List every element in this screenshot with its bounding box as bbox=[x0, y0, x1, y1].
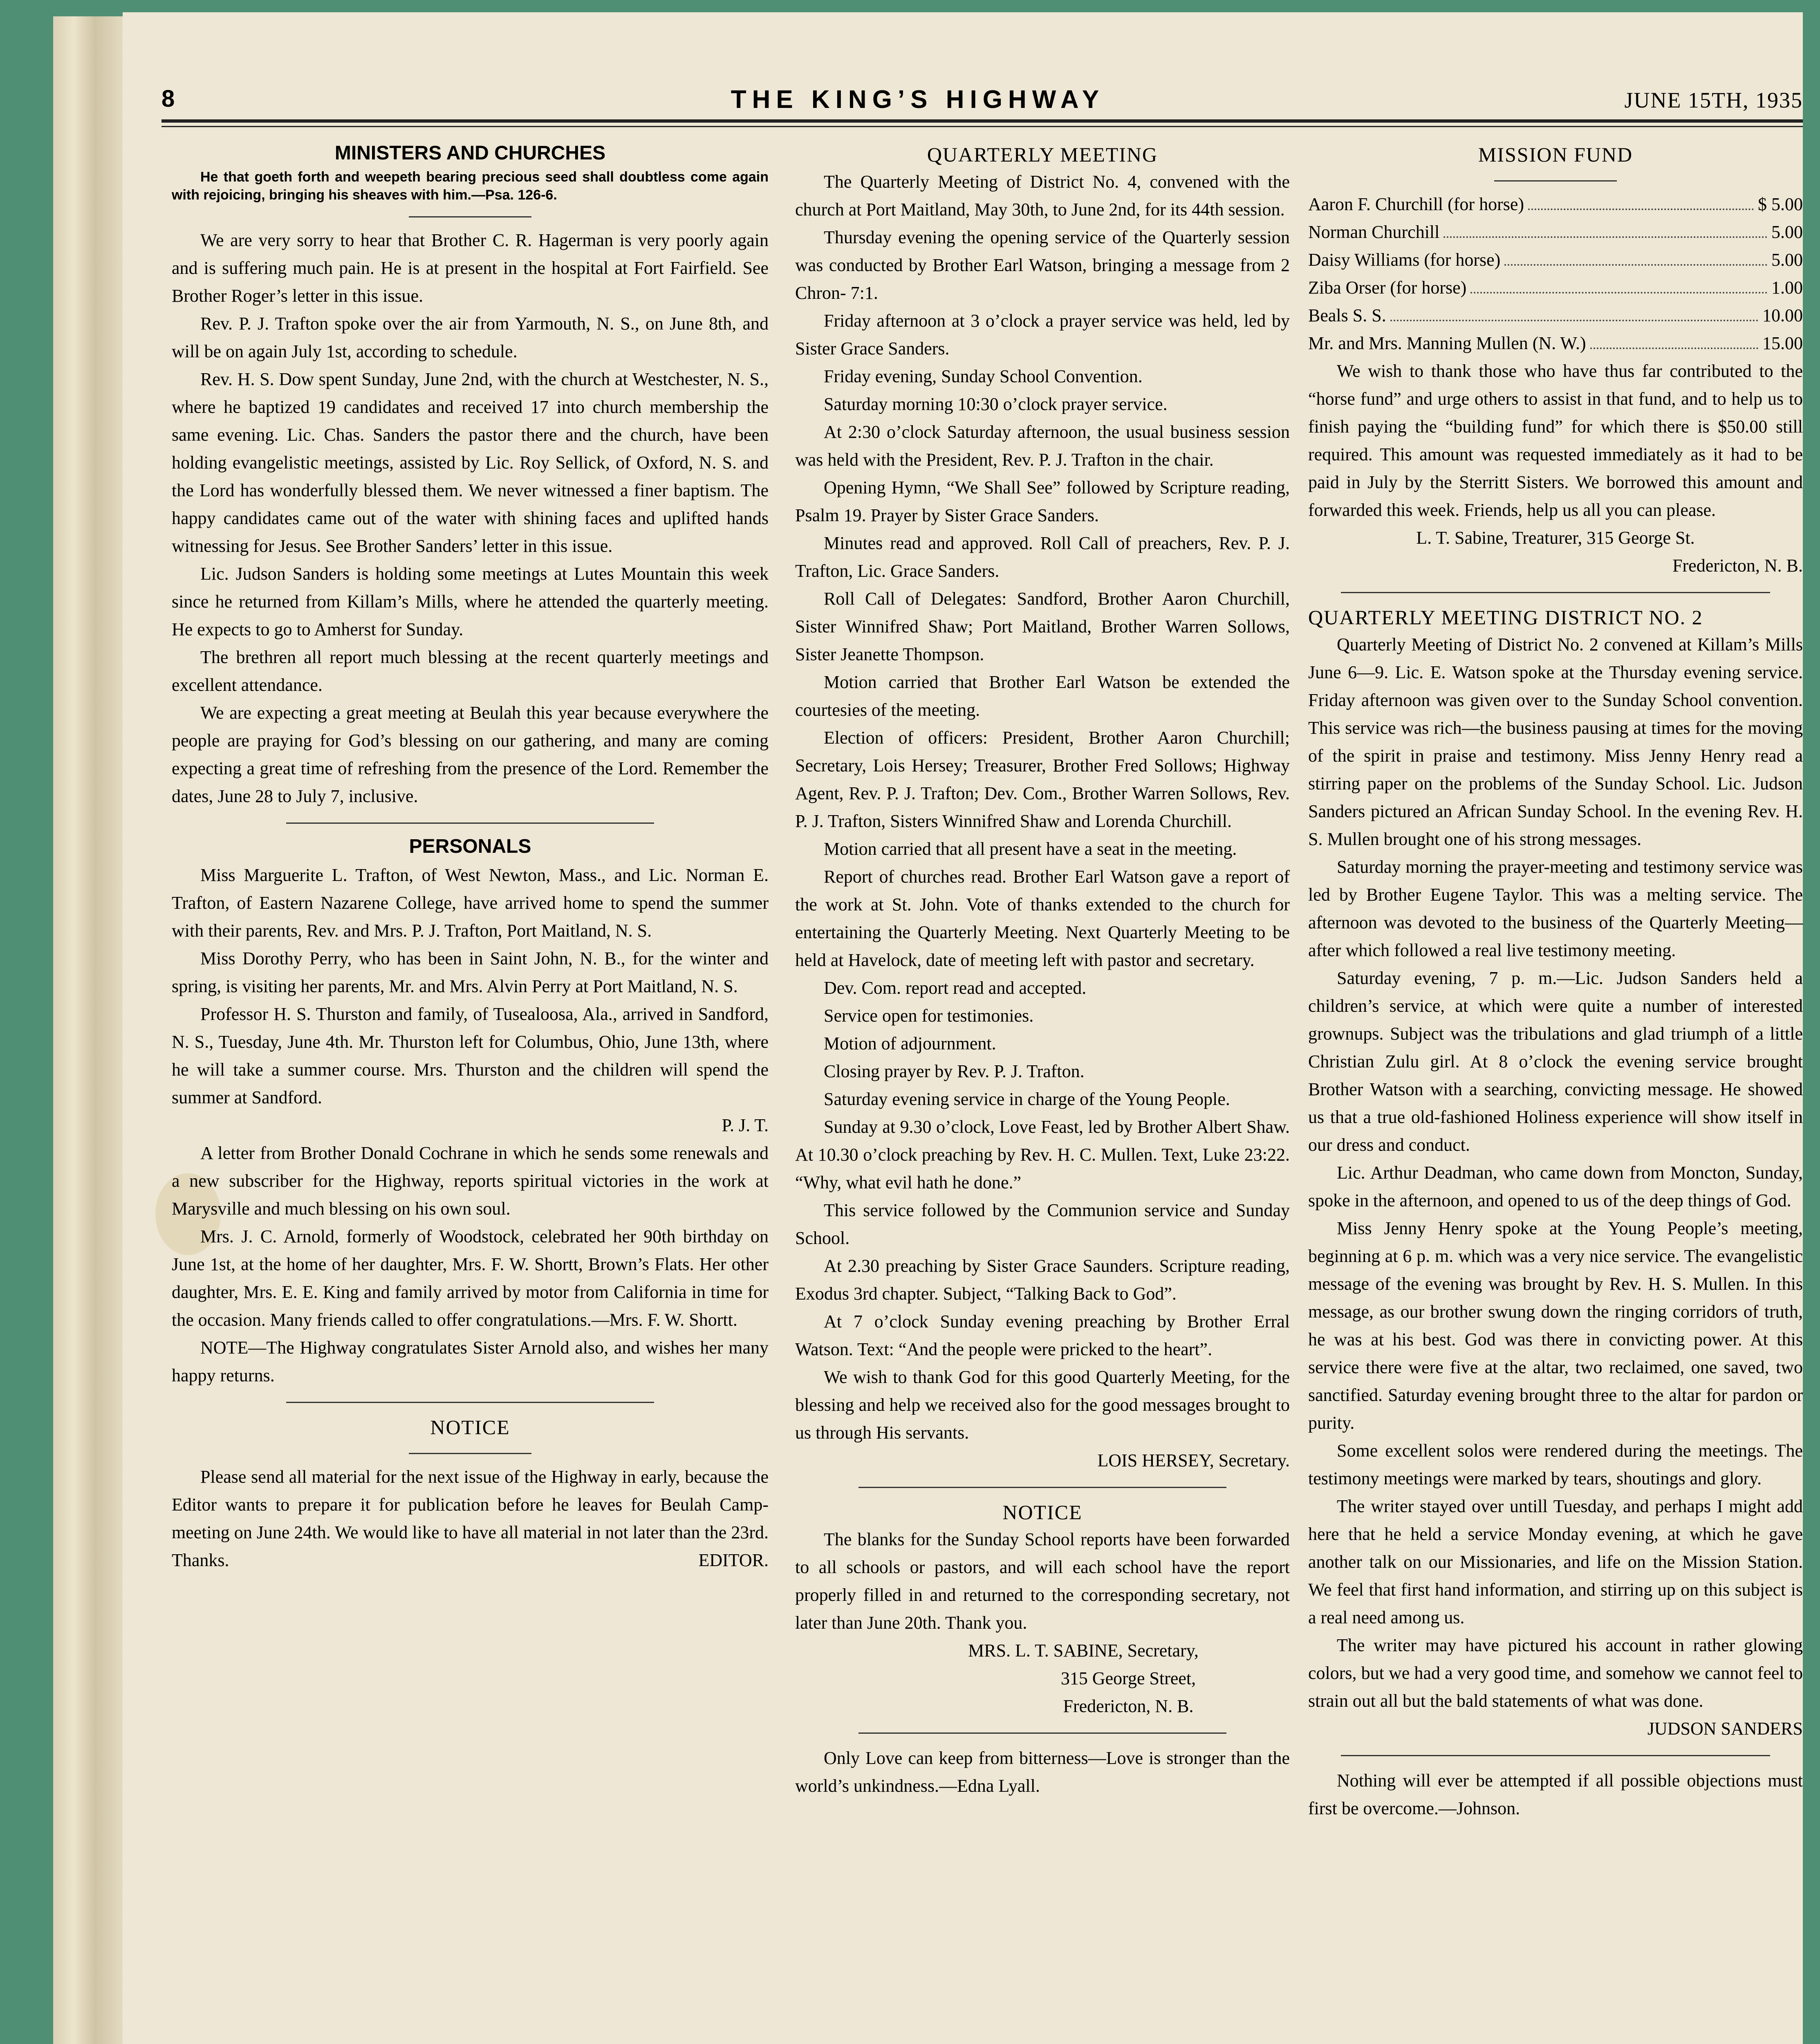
masthead-rule-thin bbox=[161, 126, 1803, 127]
column-middle bbox=[795, 141, 1290, 1800]
meeting-paragraph: Saturday morning 10:30 o’clock prayer service. bbox=[824, 394, 1168, 414]
meeting-paragraph: This service followed by the Communion service and Sunday School. bbox=[795, 1200, 1290, 1248]
meeting-paragraph: Closing prayer by Rev. P. J. Trafton. bbox=[824, 1061, 1085, 1081]
fund-row: Aaron F. Churchill (for horse) $ 5.00 bbox=[1308, 194, 1803, 214]
divider bbox=[1341, 1755, 1770, 1756]
notice-text: The blanks for the Sunday School reports have been forwarded to all schools or pastors, and will each school have the report properly filled in and returned to the corresponding secretary, not later than June 20th. Thank you. bbox=[795, 1529, 1290, 1633]
notice-signature-line: 315 George Street, bbox=[1060, 1668, 1196, 1688]
mission-fund-heading: MISSION FUND bbox=[1478, 143, 1633, 166]
issue-date: JUNE 15TH, 1935 bbox=[1624, 88, 1803, 112]
meeting-paragraph: Thursday evening the opening service of the Quarterly session was conducted by Brother Earl Watson, bringing a message from 2 Chron- 7:1. bbox=[795, 227, 1290, 303]
personal-item: Professor H. S. Thurston and family, of Tusealoosa, Ala., arrived in Sandford, N. S., Tuesday, June 4th. Mr. Thurston left for Columbus, Ohio, June 13th, where he will take a summer course. Mrs. Thurston and the children will spend the summer at Sandford. bbox=[172, 1004, 769, 1107]
district-paragraph: The writer may have pictured his account in rather glowing colors, but we had a very good time, and somehow we cannot feel to strain out all but the bald statements of what was done. bbox=[1308, 1635, 1803, 1711]
fund-signature-city: Fredericton, N. B. bbox=[1672, 556, 1803, 576]
article-paragraph: We are very sorry to hear that Brother C. R. Hagerman is very poorly again and is suffering much pain. He is at present in the hospital at Fort Fairfield. See Brother Roger’s letter in this issue. bbox=[172, 230, 769, 306]
meeting-paragraph: Minutes read and approved. Roll Call of preachers, Rev. P. J. Trafton, Lic. Grace Sanders. bbox=[795, 533, 1290, 581]
meeting-paragraph: We wish to thank God for this good Quarterly Meeting, for the blessing and help we received also for the good messages brought to us through His servants. bbox=[795, 1367, 1290, 1443]
fund-row: Beals S. S. 10.00 bbox=[1308, 305, 1803, 325]
notice-signature: EDITOR. bbox=[698, 1550, 769, 1570]
meeting-paragraph: Election of officers: President, Brother Aaron Churchill; Secretary, Lois Hersey; Treasurer, Brother Fred Sollows; Highway Agent, Rev. P. J. Trafton; Dev. Com., Brother Warren Sollows, Rev. P. J. Trafton, Sisters Winnifred Shaw and Lorenda Churchill. bbox=[795, 728, 1290, 831]
scripture-motto: He that goeth forth and weepeth bearing precious seed shall doubtless come again with rejoicing, bringing his sheaves with him.—Psa. 126-6. bbox=[172, 169, 769, 203]
personal-item: NOTE—The Highway congratulates Sister Arnold also, and wishes her many happy returns. bbox=[172, 1338, 769, 1385]
district-paragraph: Saturday morning the prayer-meeting and testimony service was led by Brother Eugene Taylor. This was a melting service. The afternoon was devoted to the business of the Quarterly Meeting—after which followed a real live testimony meeting. bbox=[1308, 857, 1803, 960]
meeting-paragraph: Saturday evening service in charge of the Young People. bbox=[824, 1089, 1230, 1109]
divider bbox=[409, 1453, 531, 1454]
meeting-paragraph: Motion of adjournment. bbox=[824, 1033, 996, 1053]
meeting-signature: LOIS HERSEY, Secretary. bbox=[1097, 1450, 1290, 1470]
district-paragraph: The writer stayed over untill Tuesday, and perhaps I might add here that he held a service Monday evening, at which he gave another talk on our Missionaries, and life on the Mission Station. We feel that first hand information, and stirring up on this subject is a real need among us. bbox=[1308, 1496, 1803, 1627]
page-number: 8 bbox=[161, 85, 175, 112]
article-paragraph: Lic. Judson Sanders is holding some meetings at Lutes Mountain this week since he returned from Killam’s Mills, where he attended the quarterly meeting. He expects to go to Amherst for Sunday. bbox=[172, 564, 769, 639]
fund-row: Norman Churchill 5.00 bbox=[1308, 222, 1803, 242]
fund-row: Mr. and Mrs. Manning Mullen (N. W.) 15.00 bbox=[1308, 333, 1803, 353]
meeting-paragraph: Opening Hymn, “We Shall See” followed by Scripture reading, Psalm 19. Prayer by Sister Grace Sanders. bbox=[795, 477, 1290, 525]
personals-signature: P. J. T. bbox=[722, 1115, 769, 1135]
fund-text: We wish to thank those who have thus far contributed to the “horse fund” and urge others to assist in that fund, and to help us to finish paying the “building fund” for which there is $50.00 still required. This amount was requested immediately as it had to be paid in July by the Sterritt Sisters. We borrowed this amount and forwarded this week. Friends, help us all you can please. bbox=[1308, 361, 1803, 520]
quarterly-meeting-heading: QUARTERLY MEETING bbox=[927, 143, 1158, 166]
meeting-paragraph: Service open for testimonies. bbox=[824, 1006, 1034, 1026]
article-paragraph: Rev. H. S. Dow spent Sunday, June 2nd, with the church at Westchester, N. S., where he baptized 19 candidates and received 17 into church membership the same evening. Lic. Chas. Sanders the pastor there and the church, have been holding evangelistic meetings, assisted by Lic. Roy Sellick, of Oxford, N. S. and the Lord has wonderfully blessed them. We never witnessed a finer baptism. The happy candidates came out of the water with shining faces and uplifted hands witnessing for Jesus. See Brother Sanders’ letter in this issue. bbox=[172, 369, 769, 556]
column-right bbox=[1308, 141, 1803, 1822]
meeting-paragraph: Motion carried that Brother Earl Watson be extended the courtesies of the meeting. bbox=[795, 672, 1290, 720]
article-paragraph: The brethren all report much blessing at the recent quarterly meetings and excellent attendance. bbox=[172, 647, 769, 695]
masthead-rule bbox=[161, 119, 1803, 123]
district-paragraph: Saturday evening, 7 p. m.—Lic. Judson Sanders held a children’s service, at which were quite a number of interested grownups. Subject was the tribulations and glad triumph of a little Christian Zulu girl. At 8 o’clock the evening service brought Brother Watson with a searching, convicting message. He showed us that a true old-fashioned Holiness experience will show itself in our dress and conduct. bbox=[1308, 968, 1803, 1155]
publication-title: THE KING’S HIGHWAY bbox=[731, 85, 1105, 114]
quote: Only Love can keep from bitterness—Love is stronger than the world’s unkindness.—Edna Lyall. bbox=[795, 1748, 1290, 1796]
notice-heading: NOTICE bbox=[1002, 1501, 1083, 1524]
quote: Nothing will ever be attempted if all possible objections must first be overcome.—Johnson. bbox=[1308, 1771, 1803, 1818]
district-signature: JUDSON SANDERS bbox=[1647, 1719, 1803, 1739]
divider bbox=[286, 1402, 654, 1403]
divider bbox=[409, 216, 531, 217]
article-paragraph: We are expecting a great meeting at Beulah this year because everywhere the people are praying for God’s blessing on our gathering, and many are coming expecting a great time of refreshing from the presence of the Lord. Remember the dates, June 28 to July 7, inclusive. bbox=[172, 703, 769, 806]
fund-row: Daisy Williams (for horse) 5.00 bbox=[1308, 250, 1803, 270]
divider bbox=[858, 1732, 1226, 1734]
column-left bbox=[172, 141, 769, 1574]
divider bbox=[286, 823, 654, 824]
district-paragraph: Quarterly Meeting of District No. 2 convened at Killam’s Mills June 6—9. Lic. E. Watson spoke at the Thursday evening service. Friday afternoon was given over to the Sunday School convention. This service was rich—the business pausing at times for the moving of the spirit in praise and testimony. Miss Jenny Henry read a stirring paper on the problems of the Sunday School. Lic. Judson Sanders pictured an African Sunday School. In the evening Rev. H. S. Mullen brought one of his strong messages. bbox=[1308, 634, 1803, 849]
meeting-paragraph: Roll Call of Delegates: Sandford, Brother Aaron Churchill, Sister Winnifred Shaw; Port Maitland, Brother Warren Sollows, Sister Jeanette Thompson. bbox=[795, 589, 1290, 664]
personal-item: A letter from Brother Donald Cochrane in which he sends some renewals and a new subscriber for the Highway, reports spiritual victories in the work at Marysville and much blessing on his own soul. bbox=[172, 1143, 769, 1219]
meeting-paragraph: At 7 o’clock Sunday evening preaching by Brother Erral Watson. Text: “And the people were pricked to the heart”. bbox=[795, 1311, 1290, 1359]
personal-item: Mrs. J. C. Arnold, formerly of Woodstock, celebrated her 90th birthday on June 1st, at the home of her daughter, Mrs. F. W. Shortt, Brown’s Flats. Her other daughter, Mrs. E. E. King and family arrived by motor from California in time for the occasion. Many friends called to offer congratulations.—Mrs. F. W. Shortt. bbox=[172, 1226, 769, 1330]
divider bbox=[1494, 180, 1617, 182]
meeting-paragraph: The Quarterly Meeting of District No. 4, convened with the church at Port Maitland, May 30th, to June 2nd, for its 44th session. bbox=[795, 172, 1290, 220]
district-paragraph: Some excellent solos were rendered during the meetings. The testimony meetings were marked by tears, shoutings and glory. bbox=[1308, 1441, 1803, 1488]
meeting-paragraph: Dev. Com. report read and accepted. bbox=[824, 978, 1087, 998]
personals-heading: PERSONALS bbox=[409, 836, 531, 857]
page-edges bbox=[53, 16, 123, 2044]
meeting-paragraph: At 2.30 preaching by Sister Grace Saunders. Scripture reading, Exodus 3rd chapter. Subject, “Talking Back to God”. bbox=[795, 1256, 1290, 1304]
meeting-paragraph: Friday evening, Sunday School Convention. bbox=[824, 366, 1143, 386]
meeting-paragraph: Motion carried that all present have a seat in the meeting. bbox=[824, 839, 1237, 859]
article-paragraph: Rev. P. J. Trafton spoke over the air from Yarmouth, N. S., on June 8th, and will be on again July 1st, according to schedule. bbox=[172, 314, 769, 361]
divider bbox=[858, 1487, 1226, 1488]
meeting-paragraph: Sunday at 9.30 o’clock, Love Feast, led by Brother Albert Shaw. At 10.30 o’clock preaching by Rev. H. C. Mullen. Text, Luke 23:22. “Why, what evil hath he done.” bbox=[795, 1117, 1290, 1192]
fund-row: Ziba Orser (for horse) 1.00 bbox=[1308, 278, 1803, 298]
district-paragraph: Miss Jenny Henry spoke at the Young People’s meeting, beginning at 6 p. m. which was a very nice service. The evangelistic message of the evening was brought by Rev. H. S. Mullen. In this message, as our brother swung down the ringing corridors of truth, he was at his best. God was there in convicting power. At this service there were five at the altar, two reclaimed, one saved, two sanctified. Saturday evening brought three to the altar for pardon or purity. bbox=[1308, 1218, 1803, 1433]
meeting-paragraph: Report of churches read. Brother Earl Watson gave a report of the work at St. John. Vote of thanks extended to the church for entertaining the Quarterly Meeting. Next Quarterly Meeting to be held at Havelock, date of meeting left with pastor and secretary. bbox=[795, 867, 1290, 970]
district-paragraph: Lic. Arthur Deadman, who came down from Moncton, Sunday, spoke in the afternoon, and opened to us of the deep things of God. bbox=[1308, 1163, 1803, 1210]
fund-signature: L. T. Sabine, Treaturer, 315 George St. bbox=[1416, 528, 1695, 548]
divider bbox=[1341, 592, 1770, 593]
notice-signature-line: Fredericton, N. B. bbox=[1063, 1696, 1194, 1716]
district-meeting-heading: QUARTERLY MEETING DISTRICT NO. 2 bbox=[1308, 606, 1703, 629]
ministers-heading: MINISTERS AND CHURCHES bbox=[334, 142, 606, 164]
meeting-paragraph: At 2:30 o’clock Saturday afternoon, the usual business session was held with the President, Rev. P. J. Trafton in the chair. bbox=[795, 422, 1290, 470]
notice-text: Please send all material for the next issue of the Highway in early, because the Editor wants to prepare it for publication before he leaves for Beulah Camp-meeting on June 24th. We would like to have all material in not later than the 23rd. Thanks. EDITOR. bbox=[172, 1463, 769, 1574]
notice-heading: NOTICE bbox=[430, 1416, 510, 1439]
meeting-paragraph: Friday afternoon at 3 o’clock a prayer service was held, led by Sister Grace Sanders. bbox=[795, 311, 1290, 359]
notice-signature-line: MRS. L. T. SABINE, Secretary, bbox=[968, 1641, 1199, 1661]
personal-item: Miss Dorothy Perry, who has been in Saint John, N. B., for the winter and spring, is visiting her parents, Mr. and Mrs. Alvin Perry at Port Maitland, N. S. bbox=[172, 948, 769, 996]
personal-item: Miss Marguerite L. Trafton, of West Newton, Mass., and Lic. Norman E. Trafton, of Eastern Nazarene College, have arrived home to spend the summer with their parents, Rev. and Mrs. P. J. Trafton, Port Maitland, N. S. bbox=[172, 865, 769, 941]
